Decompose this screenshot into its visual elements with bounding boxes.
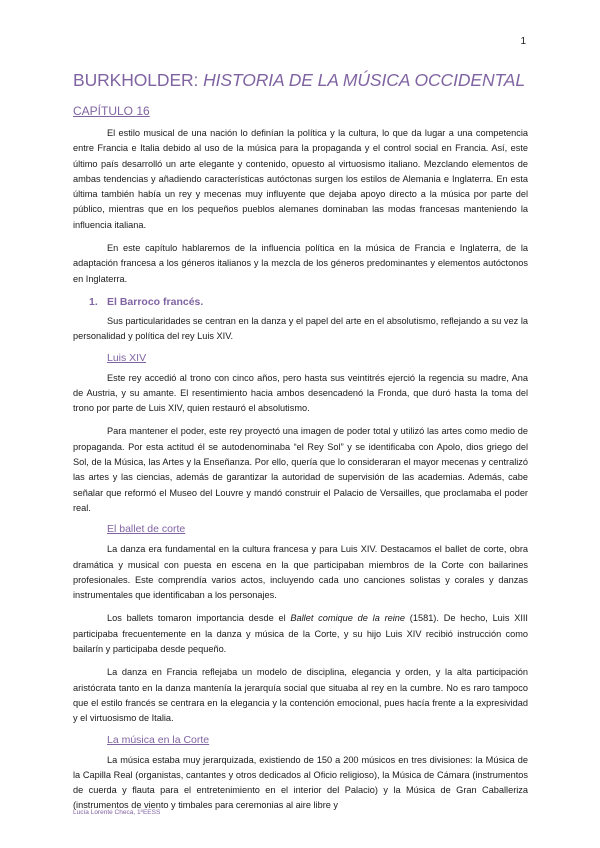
ballet-paragraph-3: La danza en Francia reflejaba un modelo de disciplina, elegancia y orden, y la alta participación aristócrata tanto en la danza mantenía la jerarquía social que situaba al rey en la cumbre. No es raro tampoco que el estilo francés se centrara en la elegancia y la contención emocional, pues hacía frente a la expresividad y el virtuosismo de Italia.: [73, 667, 528, 724]
chapter-heading: CAPÍTULO 16: [73, 104, 150, 118]
ballet-paragraph-2: [73, 611, 528, 657]
intro-paragraph-1: El estilo musical de una nación lo definían la política y la cultura, lo que da lugar a una competencia entre Francia e Italia debido al uso de la música para la propaganda y el control social en Francia. Así, este último país desarrolló un arte elegante y contenido, opuesto al virtuosismo italiano. Mezclando elementos de ambas tendencias y añadiendo características autóctonas surgen los estilos de Alemania e Inglaterra. En esta última también había un rey y mecenas muy influyente que dejaba apoyo directo a la música por parte del público, mientras que en los pequeños pueblos alemanes dominaban las modas francesas manteniendo la influencia italiana.: [73, 128, 528, 230]
corte-paragraph-1: La música estaba muy jerarquizada, existiendo de 150 a 200 músicos en tres divisiones: la Música de la Capilla Real (organistas, cantantes y otros dedicados al Oficio religioso), la Música de Cámara (instrumentos de cuerda y flauta para el entretenimiento en el interior del Palacio) y la Música de Gran Caballeriza (instrumentos de viento y timbales para ceremonias al aire libre y: [73, 754, 528, 811]
title-author: BURKHOLDER:: [73, 70, 204, 90]
subheading-luis-xiv: Luis XIV: [107, 351, 147, 364]
title-work: HISTORIA DE LA MÚSICA OCCIDENTAL: [203, 70, 525, 90]
ballet-paragraph-1: La danza era fundamental en la cultura francesa y para Luis XIV. Destacamos el ballet de corte, obra dramática y musical con puesta en escena en la que participaban miembros de la Corte con bailarines profesionales. Este comprendía varios actos, incluyendo cada uno canciones solistas y corales y danzas instrumentales que identificaban a los personajes.: [73, 544, 528, 601]
subheading-ballet-de-corte: El ballet de corte: [107, 523, 186, 536]
subheading-musica-en-la-corte: La música en la Corte: [107, 733, 210, 746]
page-number: 1: [520, 36, 526, 47]
section-number: 1.: [89, 295, 98, 308]
section-intro-paragraph: Sus particularidades se centran en la danza y el papel del arte en el absolutismo, reflejando a su vez la personalidad y política del rey Luis XIV.: [73, 315, 528, 342]
section-title: El Barroco francés.: [107, 295, 204, 308]
intro-paragraph-2: En este capítulo hablaremos de la influencia política en la música de Francia e Inglaterra, de la adaptación francesa a los géneros italianos y la mezcla de los géneros predominantes y elementos autóctonos en Inglaterra.: [73, 243, 528, 284]
ballet-p2-text-before: Los ballets tomaron importancia desde el: [107, 613, 291, 624]
document-title: [73, 70, 528, 91]
footer-author: Lucía Lorente Checa, 1ºEESS: [73, 809, 161, 816]
luis-paragraph-2: Para mantener el poder, este rey proyectó una imagen de poder total y utilizó las artes como medio de propaganda. Por esta actitud él se autodenominaba “el Rey Sol” y se identificaba con Apolo, dios griego del Sol, de la Música, las Artes y la Enseñanza. Por ello, quería que lo consideraran el mayor mecenas y centralizó las artes y las ciencias, además de garantizar la autoridad de supervisión de las academias. Además, cabe señalar que reformó el Museo del Louvre y mandó construir el Palacio de Versailles, que proclamaba el poder real.: [73, 426, 528, 513]
ballet-p2-text-after: (1581). De hecho, Luis XIII participaba frecuentemente en la danza y música de la Corte, y su hijo Luis XIV recibió instrucción como bailarín y participaba desde pequeño.: [73, 613, 528, 655]
ballet-p2-work-title: Ballet comique de la reine: [290, 613, 406, 624]
section-heading-barroco-frances: [89, 296, 528, 308]
luis-paragraph-1: Este rey accedió al trono con cinco años, pero hasta sus veintitrés ejerció la regencia su madre, Ana de Austria, y su amante. El resentimiento hacia ambos desencadenó la Fronda, que duró hasta la toma del trono por parte de Luis XIV, quien restauró el absolutismo.: [73, 372, 528, 414]
document-body: [73, 70, 528, 814]
